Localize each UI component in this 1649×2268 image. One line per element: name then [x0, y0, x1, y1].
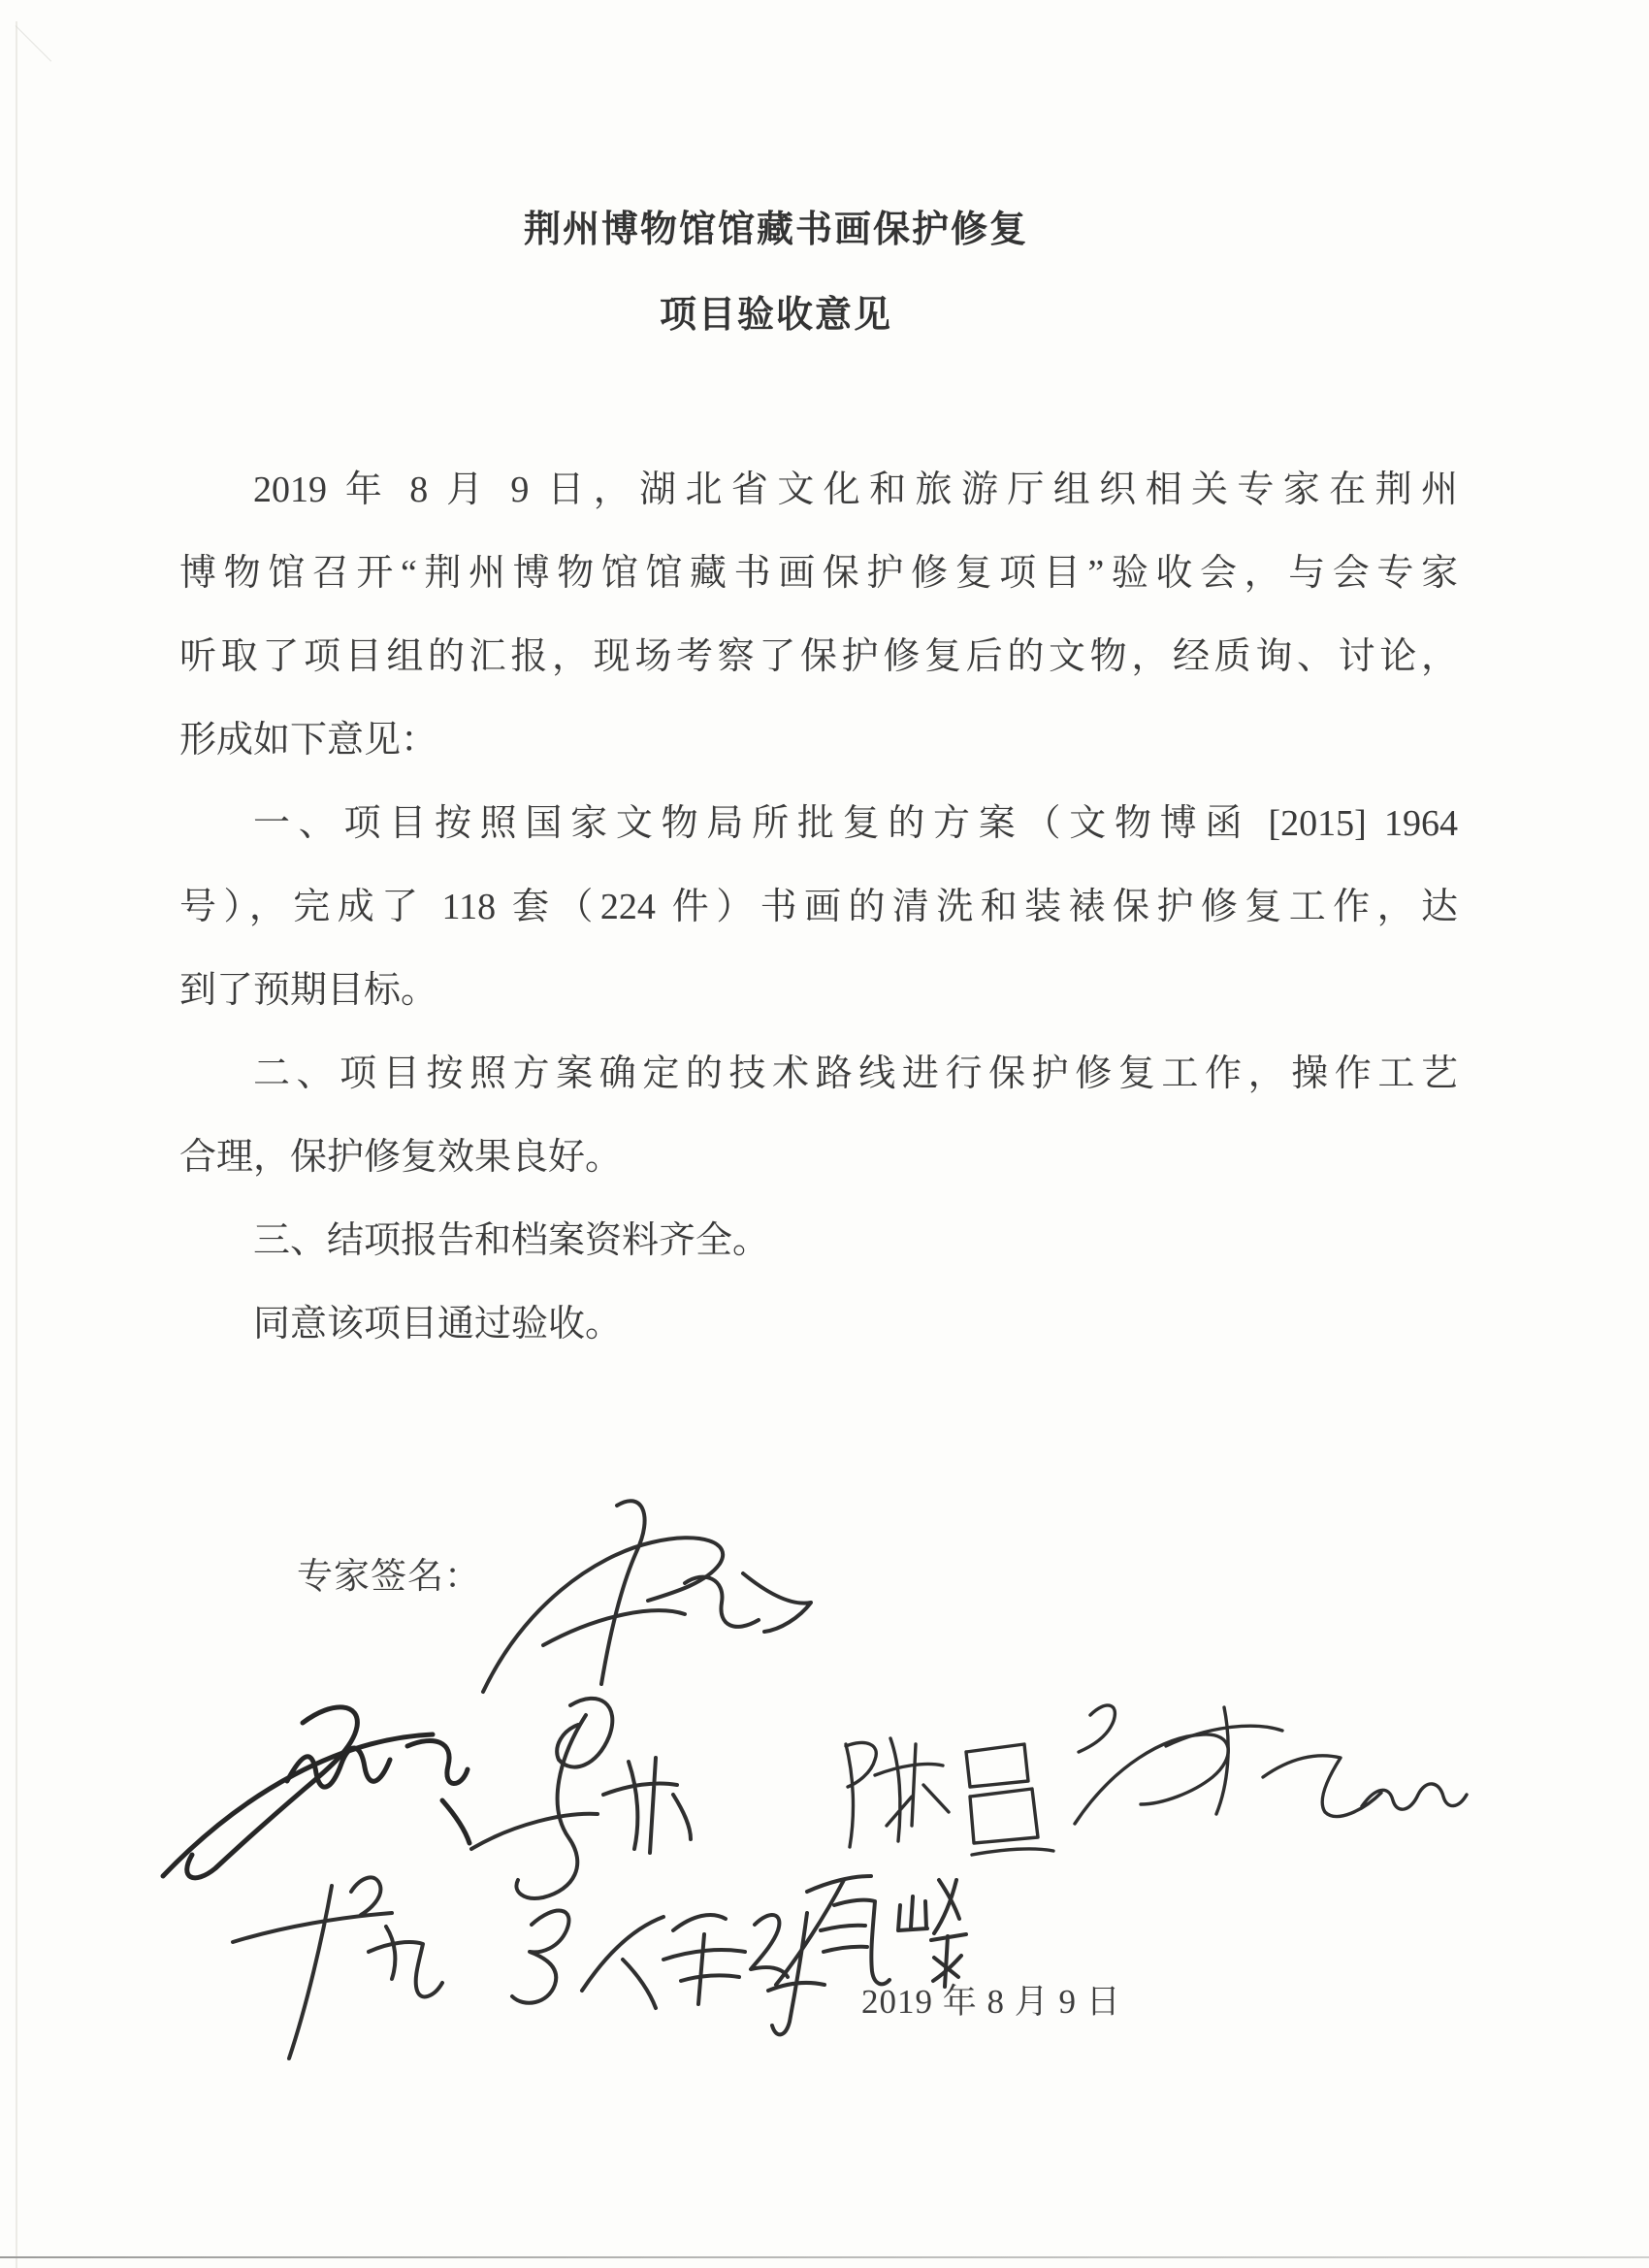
body-line: 形成如下意见：: [179, 720, 438, 761]
body-line: 2019 年 8 月 9 日，湖北省文化和旅游厅组织相关专家在荆州: [253, 470, 1458, 510]
handwritten-signature-6: [233, 1877, 442, 2058]
document-date: 2019 年 8 月 9 日: [861, 1983, 1121, 2021]
handwritten-signature-1: [483, 1501, 811, 1692]
body-line: 二、项目按照方案确定的技术路线进行保护修复工作，操作工艺: [253, 1053, 1458, 1094]
scan-corner-crease: [16, 25, 51, 61]
body-line: 听取了项目组的汇报，现场考察了保护修复后的文物，经质询、讨论，: [179, 636, 1458, 677]
handwritten-signature-4: [846, 1738, 1053, 1855]
document-body: [179, 448, 1458, 1366]
document-title-line1: 荆州博物馆馆藏书画保护修复: [523, 210, 1028, 250]
body-line: 到了预期目标。: [179, 970, 438, 1011]
handwritten-signature-7: [512, 1911, 824, 2035]
handwritten-signature-5: [1075, 1705, 1467, 1824]
scan-bottom-edge-line: [0, 2256, 1649, 2258]
scan-left-edge-line: [16, 21, 17, 2268]
body-line: 一、项目按照国家文物局所批复的方案（文物博函 [2015] 1964: [253, 803, 1458, 844]
body-line: 号），完成了 118 套（224 件）书画的清洗和装裱保护修复工作，达: [179, 887, 1458, 927]
handwritten-signature-8: [776, 1876, 966, 1987]
body-line: 同意该项目通过验收。: [253, 1304, 623, 1345]
document-title-line2: 项目验收意见: [659, 295, 892, 336]
body-line: 合理，保护修复效果良好。: [179, 1137, 623, 1178]
handwritten-signature-2: [163, 1707, 469, 1878]
expert-signature-label: 专家签名：: [297, 1557, 481, 1597]
handwritten-signature-3: [471, 1699, 691, 1898]
body-line: 三、结项报告和档案资料齐全。: [253, 1220, 770, 1261]
body-line: 博物馆召开“荆州博物馆馆藏书画保护修复项目”验收会，与会专家: [179, 553, 1458, 594]
